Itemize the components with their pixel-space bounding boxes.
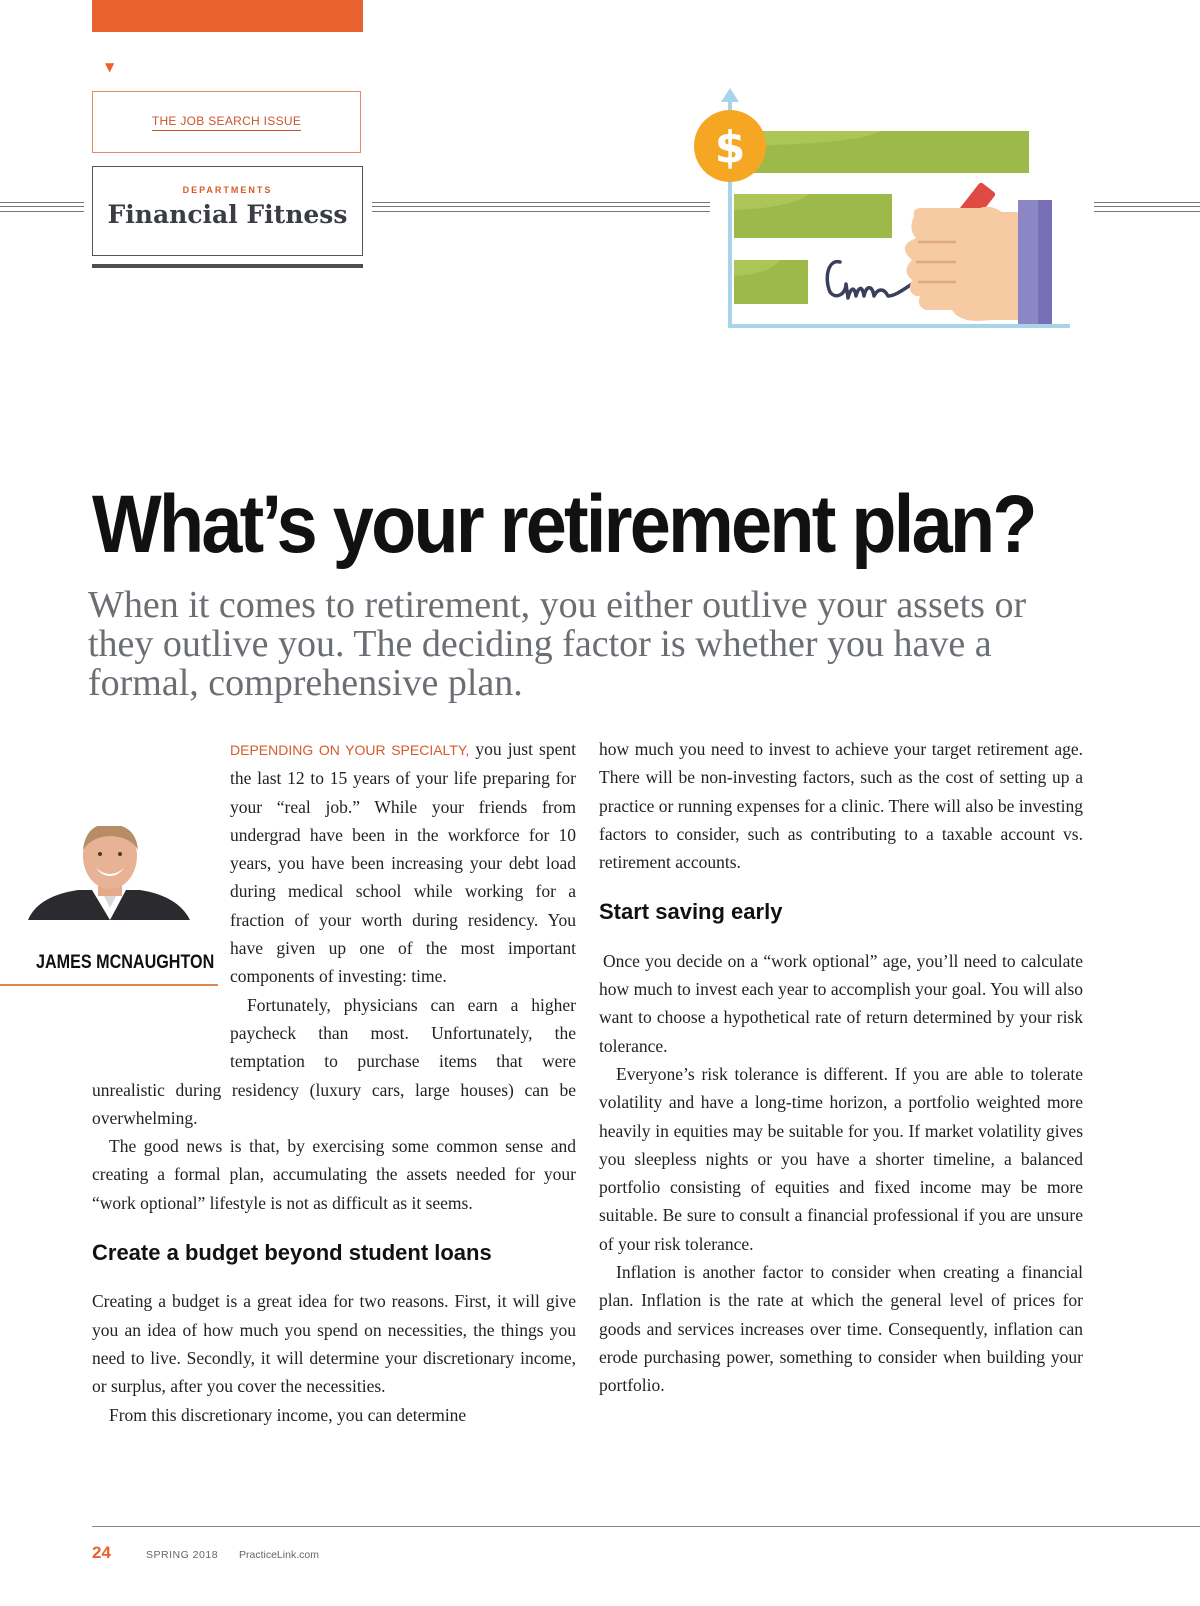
subhead-saving: Start saving early xyxy=(599,899,783,925)
photo-wrap-spacer xyxy=(92,819,230,1071)
footer-site-link[interactable]: PracticeLink.com xyxy=(239,1549,319,1561)
lead-in: DEPENDING ON YOUR SPECIALTY, xyxy=(230,742,470,758)
double-rule-center xyxy=(372,202,710,212)
paragraph: Fortunately, physicians can earn a higher paycheck than most. Unfortunately, the temptation to purchase items that were unrealistic during residency (luxury cars, large houses) can be overwhelming. xyxy=(92,994,576,1128)
article-deck: When it comes to retirement, you either outlive your assets or they outlive you. The deciding factor is whether you have a formal, comprehensive plan. xyxy=(88,584,1027,704)
paragraph-text: you just spent the last 12 to 15 years of your life preparing for your “real job.” While your friends from undergrad have been in the workforce for 10 years, you have been increasing your debt load during medical school while working for a fraction of your worth during residency. You have given up one of the most important components of investing: time. xyxy=(230,739,576,987)
svg-text:$: $ xyxy=(714,122,746,173)
footer-issue: SPRING 2018 xyxy=(146,1549,219,1561)
paragraph: The good news is that, by exercising some common sense and creating a formal plan, accumulating the assets needed for your “work optional” lifestyle is not as difficult as it seems. xyxy=(92,1136,576,1213)
paragraph: how much you need to invest to achieve your target retirement age. There will be non-investing factors, such as the cost of setting up a practice or running expenses for a clinic. There will also be investing factors to consider, such as contributing to a taxable account vs. retirement accounts. xyxy=(599,739,1083,873)
paragraph: Inflation is another factor to consider when creating a financial plan. Inflation is the rate at which the general level of prices for goods and services increases over time. Consequently, inflation can erode purchasing power, something to consider when building your portfolio. xyxy=(599,1262,1083,1396)
triangle-marker-icon: ▼ xyxy=(105,60,115,74)
retirement-plan-chart-icon xyxy=(690,84,1080,342)
double-rule-left xyxy=(0,202,84,212)
issue-box xyxy=(92,91,361,153)
paragraph: Creating a budget is a great idea for two reasons. First, it will give you an idea of how much you spend on necessities, the things you need to live. Secondly, it will determine your discretionary income, or surplus, after you cover the necessities. xyxy=(92,1291,576,1397)
department-underline xyxy=(92,264,363,268)
author-name: JAMES MCNAUGHTON xyxy=(36,952,215,973)
subhead-budget: Create a budget beyond student loans xyxy=(92,1240,492,1266)
issue-label: THE JOB SEARCH ISSUE xyxy=(152,114,301,131)
department-title: Financial Fitness xyxy=(107,200,348,229)
article-headline: What’s your retirement plan? xyxy=(92,479,1035,570)
column-right xyxy=(599,735,1083,1400)
column-left xyxy=(92,735,576,1429)
page-number: 24 xyxy=(92,1543,111,1562)
header-accent-bar xyxy=(92,0,363,32)
paragraph: Once you decide on a “work optional” age, you’ll need to calculate how much to invest each year to accomplish your goal. You will also want to choose a hypothetical rate of return determined by your risk tolerance. xyxy=(599,950,1083,1056)
paragraph: From this discretionary income, you can determine xyxy=(109,1404,467,1425)
paragraph: Everyone’s risk tolerance is different. If you are able to tolerate volatility and have a long-time horizon, a portfolio weighted more heavily in equities may be suitable for you. If market volatility gives you sleepless nights or you have a shorter timeline, a balanced portfolio consisting of equities and fixed income may be more suitable. Be sure to consult a financial professional if you are unsure of your risk tolerance. xyxy=(599,1063,1083,1254)
department-box xyxy=(92,166,363,256)
footer-rule xyxy=(92,1526,1200,1527)
double-rule-right xyxy=(1094,202,1200,212)
department-label: DEPARTMENTS xyxy=(182,185,273,195)
